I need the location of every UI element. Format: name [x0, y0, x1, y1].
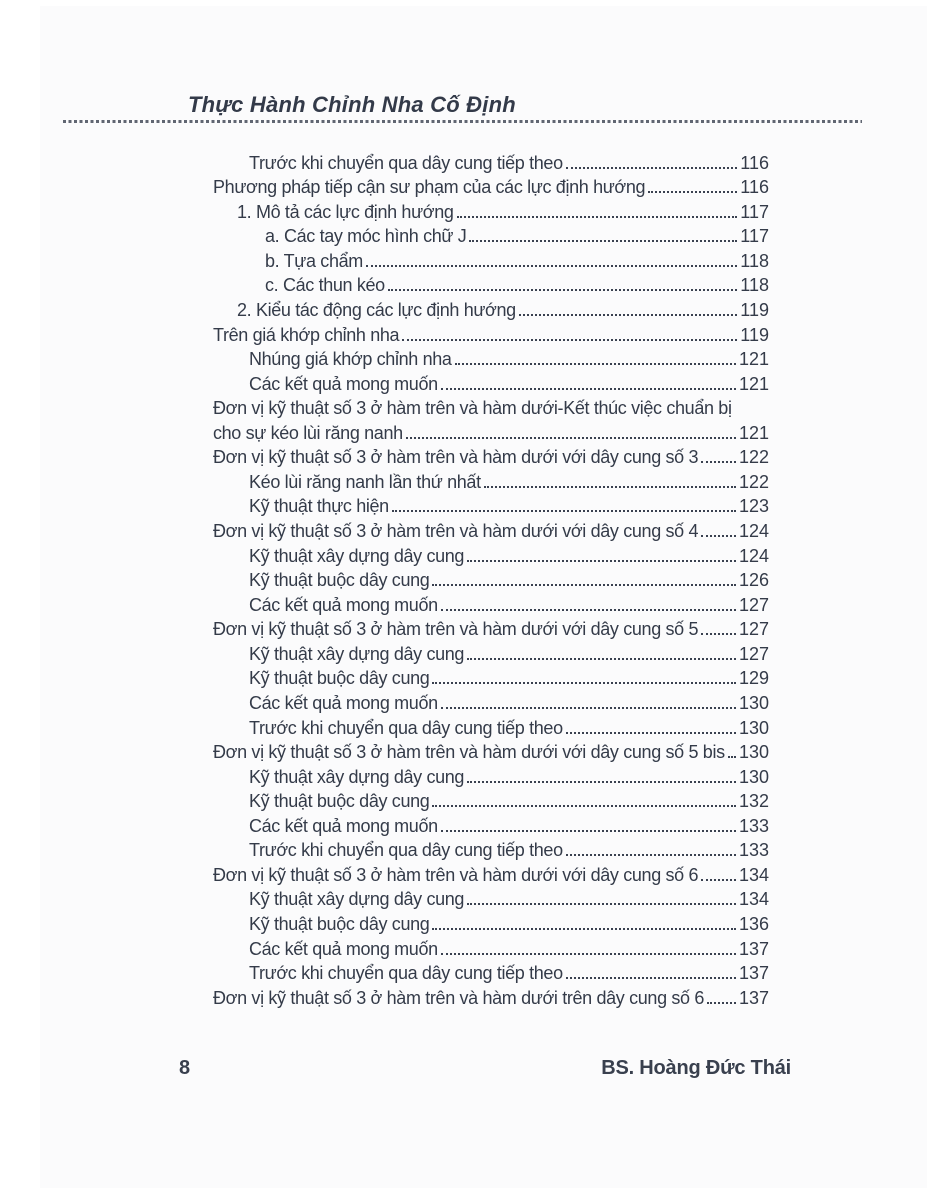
toc-page-number: 137 [738, 987, 769, 1008]
toc-entry [213, 247, 769, 272]
toc-entry-title: 1. Mô tả các lực định hướng [237, 201, 454, 222]
toc-page-number: 119 [740, 299, 769, 320]
toc-page-number: 134 [738, 889, 769, 910]
toc-entry-title: Kỹ thuật buộc dây cung [249, 668, 430, 689]
toc-page-number: 134 [738, 864, 769, 885]
toc-entry [213, 739, 769, 764]
dot-leader [566, 167, 738, 169]
toc-entry [213, 837, 769, 862]
dot-leader [701, 879, 736, 881]
toc-entry [213, 984, 769, 1009]
toc-entry [213, 960, 769, 985]
toc-entry [213, 861, 769, 886]
toc-entry [213, 493, 769, 518]
toc-entry [213, 272, 769, 297]
toc-entry [213, 910, 769, 935]
toc-page-number: 123 [738, 496, 769, 517]
toc-entry-title: Kéo lùi răng nanh lần thứ nhất [249, 471, 481, 492]
toc-page-number: 130 [738, 717, 769, 738]
toc-page-number: 126 [738, 570, 769, 591]
toc-entry-title: Các kết quả mong muốn [249, 815, 438, 836]
dot-leader [388, 289, 737, 291]
toc-entry [213, 346, 769, 371]
toc-page-number: 130 [738, 742, 769, 763]
toc-entry [213, 567, 769, 592]
toc-entry-title: Kỹ thuật xây dựng dây cung [249, 889, 465, 910]
toc-page-number: 116 [740, 152, 769, 173]
toc-entry-title: Kỹ thuật xây dựng dây cung [249, 643, 465, 664]
toc-entry [213, 444, 769, 469]
dot-leader [457, 216, 738, 218]
toc-entry-title: Trước khi chuyển qua dây cung tiếp theo [249, 963, 563, 984]
toc-entry-title: Kỹ thuật xây dựng dây cung [249, 766, 465, 787]
dot-leader [432, 584, 736, 586]
toc-page-number: 122 [738, 471, 769, 492]
toc-entry-title: a. Các tay móc hình chữ J [265, 226, 467, 247]
toc-page-number: 122 [738, 447, 769, 468]
toc-entry-title: Trước khi chuyển qua dây cung tiếp theo [249, 152, 563, 173]
toc-entry [213, 640, 769, 665]
toc-entry-title: Kỹ thuật buộc dây cung [249, 791, 430, 812]
toc-entry [213, 321, 769, 346]
dot-leader [469, 240, 737, 242]
toc-entry-title: 2. Kiểu tác động các lực định hướng [237, 299, 516, 320]
toc-page-number: 121 [738, 422, 769, 443]
toc-page-number: 119 [740, 324, 769, 345]
toc-entry-title: Các kết quả mong muốn [249, 373, 438, 394]
toc-page-number: 124 [738, 521, 769, 541]
dot-leader [701, 633, 736, 635]
toc-entry-title: b. Tựa chẩm [265, 250, 363, 271]
toc-page-number: 118 [740, 250, 769, 271]
toc-entry-title: Nhúng giá khớp chỉnh nha [249, 349, 452, 370]
toc-entry [213, 935, 769, 960]
dot-leader [441, 830, 736, 832]
toc-page-number: 137 [738, 963, 769, 984]
toc-page-number: 129 [738, 668, 769, 689]
toc-entry-title: Các kết quả mong muốn [249, 594, 438, 615]
dot-leader [402, 339, 737, 341]
toc-entry-title: Kỹ thuật buộc dây cung [249, 570, 430, 591]
toc-page-number: 127 [738, 594, 769, 615]
running-head-title: Thực Hành Chỉnh Nha Cố Định [188, 92, 516, 117]
toc-entry [213, 198, 769, 223]
toc-page-number: 121 [738, 349, 769, 370]
dot-leader [467, 903, 736, 905]
dot-leader [392, 510, 736, 512]
toc-entry [213, 616, 769, 641]
dot-leader [566, 977, 736, 979]
toc-page-number: 132 [738, 791, 769, 812]
toc-entry-title: cho sự kéo lùi răng nanh [213, 422, 403, 443]
dot-leader [484, 486, 736, 488]
dot-leader [467, 560, 736, 562]
dot-leader [467, 781, 736, 783]
toc-entry-title: Các kết quả mong muốn [249, 692, 438, 713]
toc-entry-title: Trước khi chuyển qua dây cung tiếp theo [249, 840, 563, 861]
toc-entry [213, 223, 769, 248]
toc-entry [213, 689, 769, 714]
dot-leader [432, 928, 736, 930]
toc-entry-title: Đơn vị kỹ thuật số 3 ở hàm trên và hàm dưới với dây cung số 5 [213, 619, 699, 640]
toc-entry [213, 763, 769, 788]
dot-leader [728, 756, 736, 758]
dot-leader [701, 461, 736, 463]
toc-entry-title: Đơn vị kỹ thuật số 3 ở hàm trên và hàm dưới-Kết thúc việc chuẩn bị [213, 398, 732, 419]
header-divider [63, 120, 862, 123]
toc-entry-title: c. Các thun kéo [265, 275, 385, 296]
toc-entry [213, 149, 769, 174]
dot-leader [455, 363, 736, 365]
dot-leader [566, 732, 736, 734]
toc-page-number: 118 [740, 275, 769, 296]
dot-leader [441, 707, 736, 709]
toc-entry-title: Kỹ thuật xây dựng dây cung [249, 545, 465, 566]
dot-leader [432, 805, 736, 807]
toc-entry-title: Trước khi chuyển qua dây cung tiếp theo [249, 717, 563, 738]
toc-page-number: 116 [740, 177, 769, 198]
toc-entry-title: Đơn vị kỹ thuật số 3 ở hàm trên và hàm dưới với dây cung số 4 [213, 521, 699, 541]
dot-leader [566, 854, 736, 856]
dot-leader [707, 1002, 736, 1004]
toc-page-number: 127 [738, 643, 769, 664]
dot-leader [441, 609, 736, 611]
dot-leader [701, 535, 736, 537]
toc-entry-title: Đơn vị kỹ thuật số 3 ở hàm trên và hàm dưới với dây cung số 3 [213, 447, 699, 468]
dot-leader [467, 658, 736, 660]
toc-entry [213, 370, 769, 395]
toc-entry-title: Đơn vị kỹ thuật số 3 ở hàm trên và hàm dưới với dây cung số 6 [213, 864, 699, 885]
toc-entry [213, 591, 769, 616]
page-number: 8 [179, 1057, 191, 1079]
toc-page-number: 133 [738, 815, 769, 836]
toc-page-number: 117 [740, 226, 769, 247]
toc-page-number: 130 [738, 692, 769, 713]
toc-entry [213, 542, 769, 567]
author-name: BS. Hoàng Đức Thái [601, 1057, 791, 1079]
dot-leader [406, 437, 736, 439]
dot-leader [519, 314, 737, 316]
toc-entry-title: Đơn vị kỹ thuật số 3 ở hàm trên và hàm dưới với dây cung số 5 bis [213, 742, 725, 763]
toc-page-number: 133 [738, 840, 769, 861]
toc-entry [213, 886, 769, 911]
toc-entry [213, 517, 769, 542]
toc-entry [213, 812, 769, 837]
toc-page-number: 137 [738, 938, 769, 959]
toc-entry-title: Kỹ thuật thực hiện [249, 496, 389, 517]
toc-entry [213, 714, 769, 739]
toc-entry-title: Trên giá khớp chỉnh nha [213, 324, 400, 345]
dot-leader [648, 191, 737, 193]
toc-entry [213, 395, 769, 420]
toc-entry [213, 174, 769, 199]
toc-page-number: 130 [738, 766, 769, 787]
toc-page-number: 124 [738, 545, 769, 566]
table-of-contents [213, 149, 769, 1009]
toc-page-number: 127 [738, 619, 769, 640]
dot-leader [432, 682, 736, 684]
toc-entry [213, 468, 769, 493]
toc-entry [213, 665, 769, 690]
toc-entry [213, 296, 769, 321]
dot-leader [441, 953, 736, 955]
dot-leader [441, 388, 736, 390]
toc-entry [213, 419, 769, 444]
toc-entry-title: Các kết quả mong muốn [249, 938, 438, 959]
dot-leader [366, 265, 737, 267]
toc-page-number: 117 [740, 201, 769, 222]
toc-page-number: 121 [738, 373, 769, 394]
toc-entry-title: Kỹ thuật buộc dây cung [249, 914, 430, 934]
toc-entry [213, 788, 769, 813]
toc-page-number: 136 [738, 914, 769, 934]
toc-entry-title: Đơn vị kỹ thuật số 3 ở hàm trên và hàm dưới trên dây cung số 6 [213, 987, 705, 1008]
toc-entry-title: Phương pháp tiếp cận sư phạm của các lực định hướng [213, 177, 646, 198]
